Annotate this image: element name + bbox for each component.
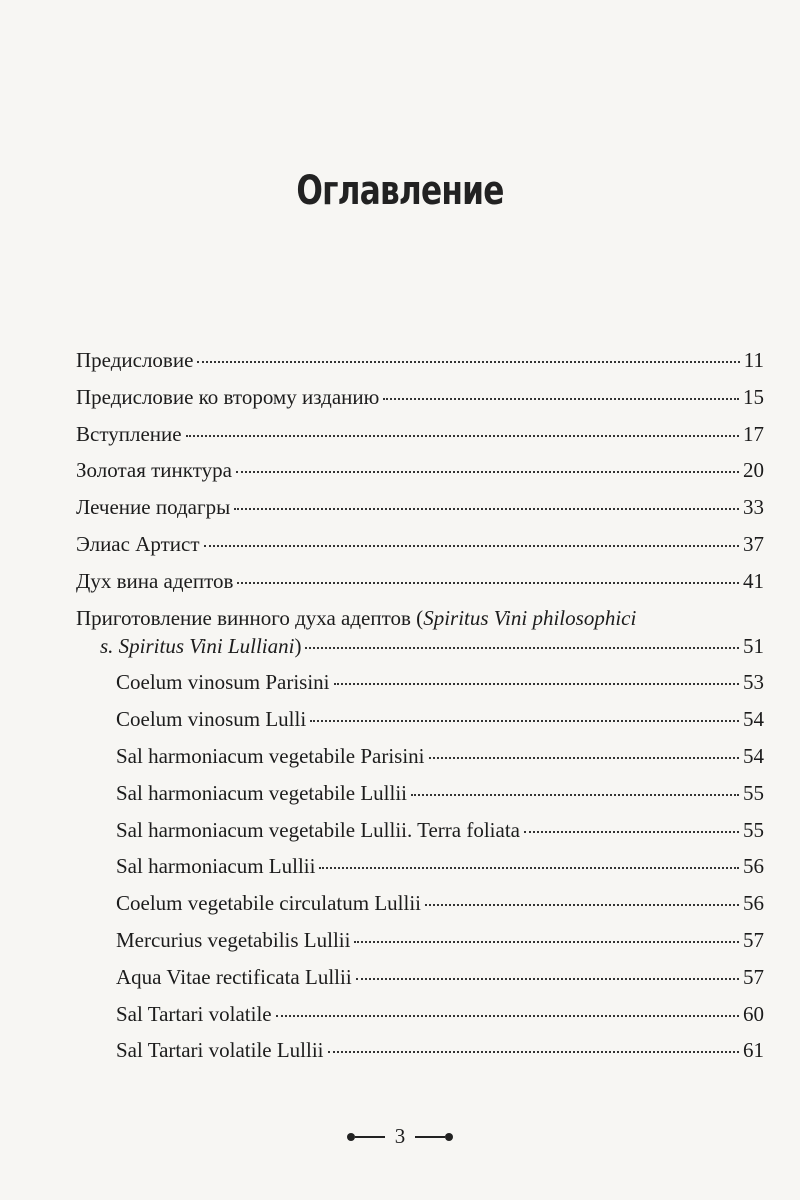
leader-dots [236, 471, 739, 473]
toc-entry [76, 422, 764, 459]
toc-page-number: 54 [743, 707, 764, 732]
leader-dots [354, 941, 739, 943]
toc-page-number: 54 [743, 743, 764, 768]
toc-entry-label: Coelum vinosum Lulli [116, 707, 307, 732]
toc-sub-entries [76, 670, 764, 1075]
toc-entry-label: Aqua Vitae rectificata Lullii [116, 964, 352, 989]
toc-entry-label: Sal Tartari volatile [116, 1001, 272, 1026]
toc-entry-text: Приготовление винного духа адептов ( [76, 605, 424, 630]
toc-page-number: 53 [743, 670, 764, 695]
leader-dots [319, 867, 739, 869]
toc-entry [76, 385, 764, 422]
right-ornament [415, 1133, 453, 1141]
toc-entry-italic: Spiritus Vini philosophici [423, 605, 637, 630]
leader-dots [328, 1051, 739, 1053]
toc-entry-label: Элиас Артист [76, 531, 200, 556]
toc-entry-label: Sal harmoniacum vegetabile Lullii [116, 780, 407, 805]
leader-dots [429, 757, 740, 759]
leader-dots [237, 582, 739, 584]
leader-dots [204, 545, 740, 547]
toc-page-number: 55 [743, 817, 764, 842]
toc-entry [76, 707, 764, 744]
toc-entry-label [100, 634, 301, 658]
toc-entry [76, 965, 764, 1002]
toc-entry-label: Предисловие ко второму изданию [76, 384, 380, 409]
toc-entry-label: Предисловие [76, 348, 194, 372]
toc-page-number: 11 [743, 348, 764, 372]
toc-entry [76, 1002, 764, 1039]
toc-entry [76, 458, 764, 495]
toc-entry-label: Лечение подагры [76, 495, 231, 520]
toc-entry-label: Sal harmoniacum vegetabile Lullii. Terra foliata [116, 817, 520, 842]
leader-dots [411, 794, 739, 796]
toc-page-number: 17 [743, 421, 764, 446]
toc-entry-label: Sal harmoniacum Lullii [116, 854, 316, 879]
leader-dots [276, 1015, 739, 1017]
toc-entry-wrapped [76, 606, 764, 671]
toc-page-number: 60 [743, 1001, 764, 1026]
leader-dots [310, 720, 739, 722]
page-number: 3 [394, 1124, 406, 1148]
toc-entry-line1 [76, 606, 764, 634]
leader-dots [356, 978, 739, 980]
page-title: Оглавление [296, 168, 504, 214]
toc-entry-label: Coelum vinosum Parisini [116, 670, 330, 695]
toc-entry [76, 569, 764, 606]
toc-entry [76, 891, 764, 928]
toc-entry [76, 781, 764, 818]
toc-entry [76, 854, 764, 891]
page-number-footer [0, 1124, 800, 1149]
table-of-contents [76, 348, 764, 1075]
toc-page-number: 33 [743, 495, 764, 520]
toc-page-number: 20 [743, 458, 764, 483]
toc-entry-label: Sal Tartari volatile Lullii [116, 1038, 324, 1063]
toc-entry [76, 1038, 764, 1075]
toc-page-number: 57 [743, 927, 764, 952]
toc-entry [76, 744, 764, 781]
toc-entry-label: Mercurius vegetabilis Lullii [116, 927, 351, 952]
toc-entry-text: ) [294, 633, 302, 658]
toc-entry-label: Coelum vegetabile circulatum Lullii [116, 891, 421, 916]
leader-dots [425, 904, 739, 906]
leader-dots [234, 508, 739, 510]
toc-page-number: 55 [743, 780, 764, 805]
toc-page-number: 51 [743, 633, 764, 658]
toc-top-entries [76, 348, 764, 606]
toc-entry-label: Вступление [76, 421, 182, 446]
leader-dots [383, 398, 739, 400]
toc-entry-italic: s. Spiritus Vini Lulliani [100, 633, 295, 658]
toc-page-number: 56 [743, 854, 764, 879]
toc-page-number: 61 [743, 1038, 764, 1063]
toc-entry-label: Sal harmoniacum vegetabile Parisini [116, 743, 425, 768]
toc-entry-line2 [76, 634, 764, 671]
toc-page-number: 15 [743, 384, 764, 409]
leader-dots [524, 831, 739, 833]
toc-page-number: 37 [743, 531, 764, 556]
toc-entry-label: Золотая тинктура [76, 458, 232, 483]
toc-entry [76, 928, 764, 965]
toc-entry [76, 818, 764, 855]
leader-dots [186, 435, 739, 437]
toc-page-number: 56 [743, 891, 764, 916]
toc-page-number: 57 [743, 964, 764, 989]
leader-dots [334, 683, 739, 685]
toc-entry [76, 670, 764, 707]
toc-entry [76, 532, 764, 569]
toc-entry-label: Дух вина адептов [76, 568, 234, 593]
toc-entry [76, 348, 764, 385]
toc-entry [76, 495, 764, 532]
toc-page-number: 41 [743, 568, 764, 593]
left-ornament [347, 1133, 385, 1141]
leader-dots [197, 361, 739, 363]
leader-dots [305, 647, 739, 649]
